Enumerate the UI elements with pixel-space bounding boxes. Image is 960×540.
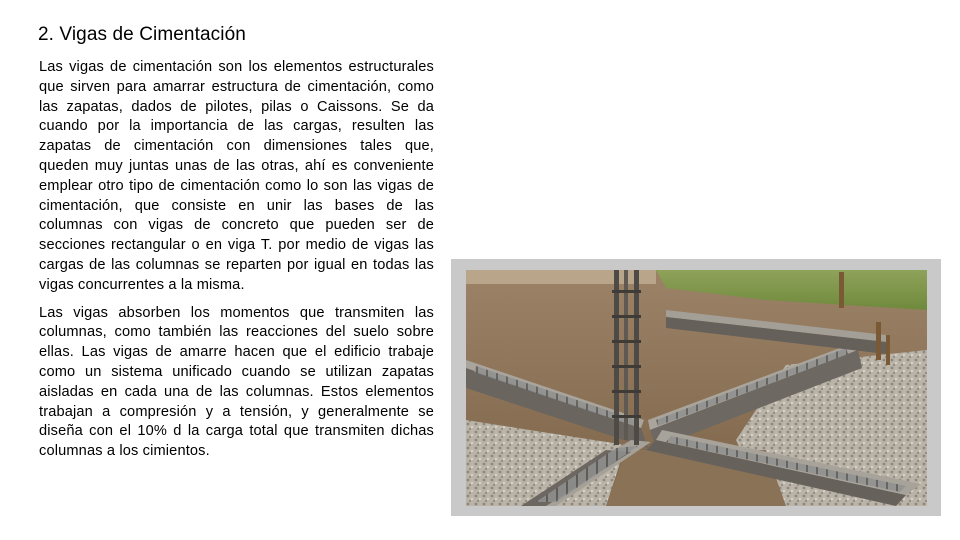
paragraph-2: Las vigas absorben los momentos que transmiten las columnas, como también las reacciones del suelo sobre ellas. Las vigas de amarre hacen que el edificio trabaje como un sistema unificado cuando se utilizan zapatas aisladas en cada una de las columnas. Estos elementos trabajan a compresión y a tensión, y generalmente se diseña con el 10% d la carga total que transmiten dichas columnas a los cimientos. (39, 304, 434, 460)
slide-title: 2. Vigas de Cimentación (38, 24, 246, 45)
body-text (39, 58, 434, 462)
photo-illustration (466, 270, 927, 506)
foundation-beams-photo (451, 259, 941, 516)
paragraph-1: Las vigas de cimentación son los elementos estructurales que sirven para amarrar estructura de cimentación, como las zapatas, dados de pilotes, pilas o Caissons. Se da cuando por la importancia de las cargas, resulten las zapatas de cimentación con dimensiones tales que, queden muy juntas unas de las otras, ahí es conveniente emplear otro tipo de cimentación como lo son las vigas de cimentación, que consiste en unir las bases de las columnas con vigas de concreto que pueden ser de secciones rectangular o en viga T. por medio de vigas las cargas de las columnas se reparten por igual en todas las vigas concurrentes a la misma. (39, 59, 434, 293)
